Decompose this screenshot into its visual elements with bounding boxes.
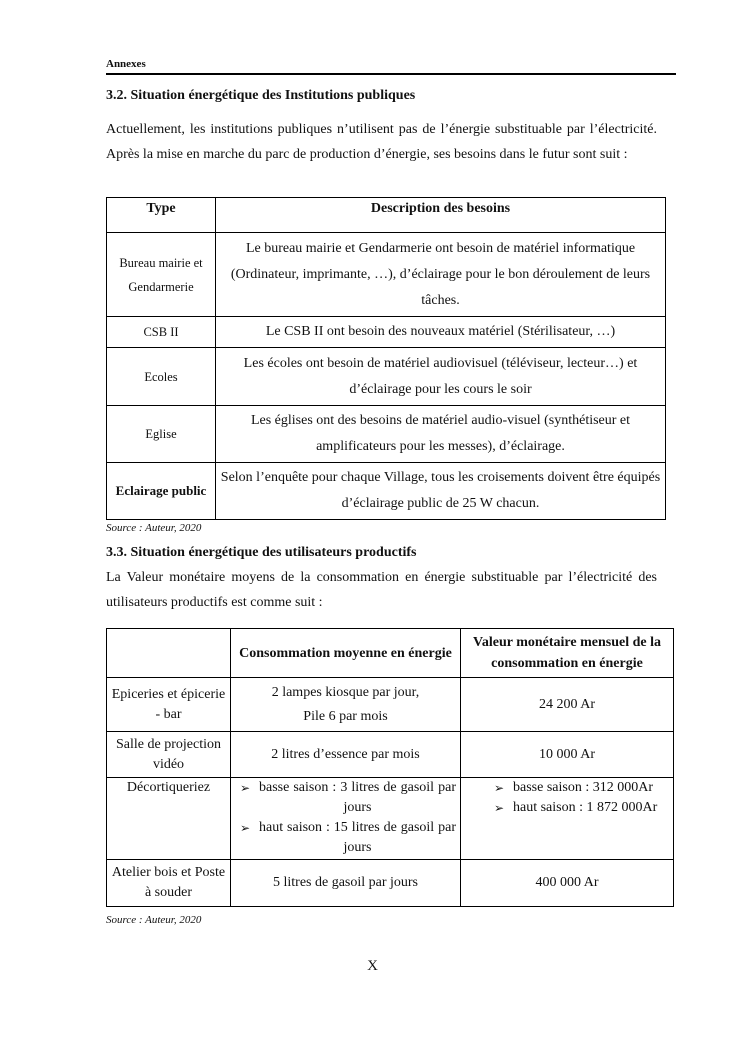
page-number: X <box>367 958 378 974</box>
type-cell: Bureau mairie et Gendarmerie <box>107 233 216 317</box>
consumption-line: 2 lampes kiosque par jour, <box>271 684 420 700</box>
consumption-cell: 2 litres d’essence par mois <box>231 732 461 778</box>
user-type-cell: Décortiqueriez <box>107 778 231 860</box>
list-item-text: haut saison : 1 872 000Ar <box>513 800 658 815</box>
list-item-text: basse saison : 3 litres de gasoil par jours <box>259 780 456 815</box>
table-row <box>107 348 666 406</box>
table-header-row <box>107 629 674 678</box>
column-header-empty <box>107 629 231 678</box>
table-source-note: Source : Auteur, 2020 <box>106 914 202 926</box>
description-cell: Le bureau mairie et Gendarmerie ont besoin de matériel informatique (Ordinateur, imprimante, …), d’éclairage pour le bon déroulement de leurs tâches. <box>216 233 666 317</box>
table-row <box>107 406 666 463</box>
arrowhead-bullet-icon: ➢ <box>240 781 251 795</box>
table-row <box>107 678 674 732</box>
description-cell: Selon l’enquête pour chaque Village, tous les croisements doivent être équipés d’éclairage public de 25 W chacun. <box>216 463 666 520</box>
table-row <box>107 317 666 348</box>
arrowhead-bullet-icon: ➢ <box>240 821 251 835</box>
running-header: Annexes <box>106 58 676 75</box>
user-type-cell: Atelier bois et Poste à souder <box>107 860 231 907</box>
list-item-text: basse saison : 312 000Ar <box>513 780 653 795</box>
column-header-monetary-value: Valeur monétaire mensuel de la consommation en énergie <box>461 629 674 678</box>
consumption-cell <box>231 678 461 732</box>
table-row <box>107 732 674 778</box>
description-cell: Le CSB II ont besoin des nouveaux matériel (Stérilisateur, …) <box>216 317 666 348</box>
section-heading-productive-users: 3.3. Situation énergétique des utilisateurs productifs <box>106 545 417 560</box>
description-cell: Les églises ont des besoins de matériel audio-visuel (synthétiseur et amplificateurs pour les messes), d’éclairage. <box>216 406 666 463</box>
table-row <box>107 233 666 317</box>
section-intro-institutions: Actuellement, les institutions publiques n’utilisent pas de l’énergie substituable par l’électricité. Après la mise en marche du parc de production d’énergie, ses besoins dans le futur sont suit : <box>106 122 657 162</box>
column-header-type: Type <box>107 198 216 233</box>
arrowhead-bullet-icon: ➢ <box>494 801 505 815</box>
consumption-list <box>235 778 456 858</box>
monetary-value-cell: 24 200 Ar <box>461 678 674 732</box>
type-cell: Eclairage public <box>107 463 216 520</box>
consumption-line: Pile 6 par mois <box>303 708 388 724</box>
consumption-cell: 5 litres de gasoil par jours <box>231 860 461 907</box>
productive-users-table <box>106 628 674 907</box>
list-item <box>235 818 456 858</box>
list-item-text: haut saison : 15 litres de gasoil par jours <box>259 820 456 855</box>
type-cell: Eglise <box>107 406 216 463</box>
type-cell: CSB II <box>107 317 216 348</box>
section-intro-productive-users: La Valeur monétaire moyens de la consommation en énergie substituable par l’électricité des utilisateurs productifs est comme suit : <box>106 570 657 610</box>
monetary-value-cell: 10 000 Ar <box>461 732 674 778</box>
list-item <box>235 778 456 818</box>
type-cell: Ecoles <box>107 348 216 406</box>
table-row <box>107 860 674 907</box>
consumption-cell <box>231 778 461 860</box>
monetary-value-cell <box>461 778 674 860</box>
list-item <box>489 798 669 818</box>
table-source-note: Source : Auteur, 2020 <box>106 522 202 534</box>
section-heading-institutions: 3.2. Situation énergétique des Institutions publiques <box>106 88 416 103</box>
column-header-consumption: Consommation moyenne en énergie <box>231 629 461 678</box>
column-header-description: Description des besoins <box>216 198 666 233</box>
arrowhead-bullet-icon: ➢ <box>494 781 505 795</box>
monetary-value-cell: 400 000 Ar <box>461 860 674 907</box>
table-header-row <box>107 198 666 233</box>
description-cell: Les écoles ont besoin de matériel audiovisuel (téléviseur, lecteur…) et d’éclairage pour les cours le soir <box>216 348 666 406</box>
table-row <box>107 463 666 520</box>
list-item <box>489 778 669 798</box>
institutions-needs-table <box>106 197 666 520</box>
user-type-cell: Salle de projection vidéo <box>107 732 231 778</box>
user-type-cell: Epiceries et épicerie - bar <box>107 678 231 732</box>
table-row <box>107 778 674 860</box>
monetary-value-list <box>465 778 669 818</box>
